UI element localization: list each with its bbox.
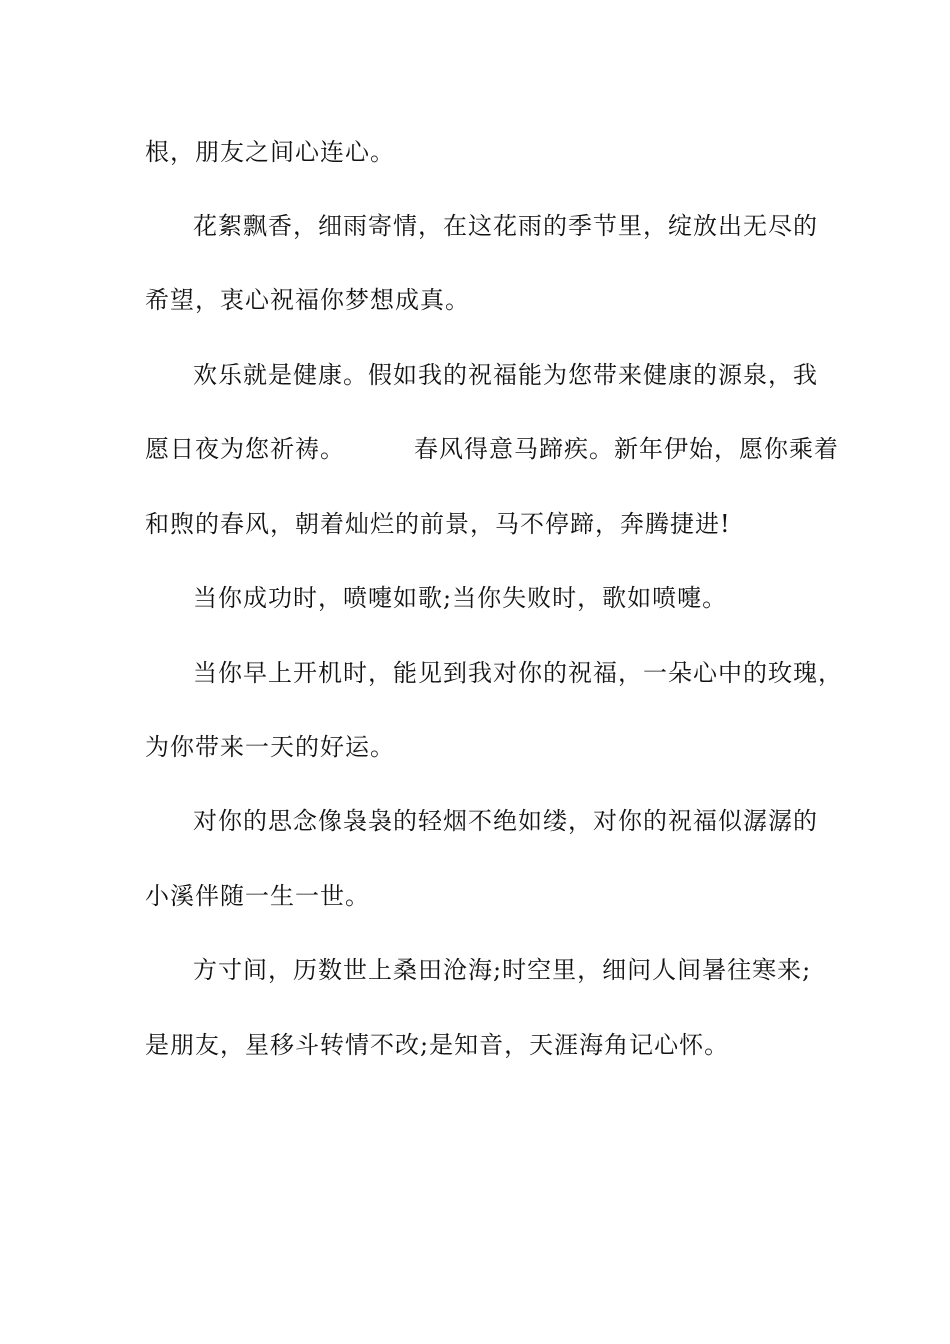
paragraph-first-line: 欢乐就是健康。假如我的祝福能为您带来健康的源泉，我: [193, 361, 818, 389]
text-line: 小溪伴随一生一世。: [145, 882, 370, 910]
text-line: 根，朋友之间心连心。: [145, 138, 395, 166]
text-line: 是朋友，星移斗转情不改;是知音，天涯海角记心怀。: [145, 1031, 730, 1059]
paragraph-first-line: 花絮飘香，细雨寄情，在这花雨的季节里，绽放出无尽的: [193, 212, 818, 240]
paragraph-first-line: 对你的思念像袅袅的轻烟不绝如缕，对你的祝福似潺潺的: [193, 807, 818, 835]
paragraph-first-line: 当你早上开机时，能见到我对你的祝福，一朵心中的玫瑰，: [193, 659, 843, 687]
text-line: 愿日夜为您祈祷。 春风得意马蹄疾。新年伊始，愿你乘着: [145, 435, 840, 463]
text-line: 为你带来一天的好运。: [145, 733, 395, 761]
text-line: 和煦的春风，朝着灿烂的前景，马不停蹄，奔腾捷进!: [145, 510, 731, 538]
paragraph-first-line: 方寸间，历数世上桑田沧海;时空里，细问人间暑往寒来;: [193, 956, 812, 984]
paragraph-first-line: 当你成功时，喷嚏如歌;当你失败时，歌如喷嚏。: [193, 584, 728, 612]
text-line: 希望，衷心祝福你梦想成真。: [145, 286, 470, 314]
